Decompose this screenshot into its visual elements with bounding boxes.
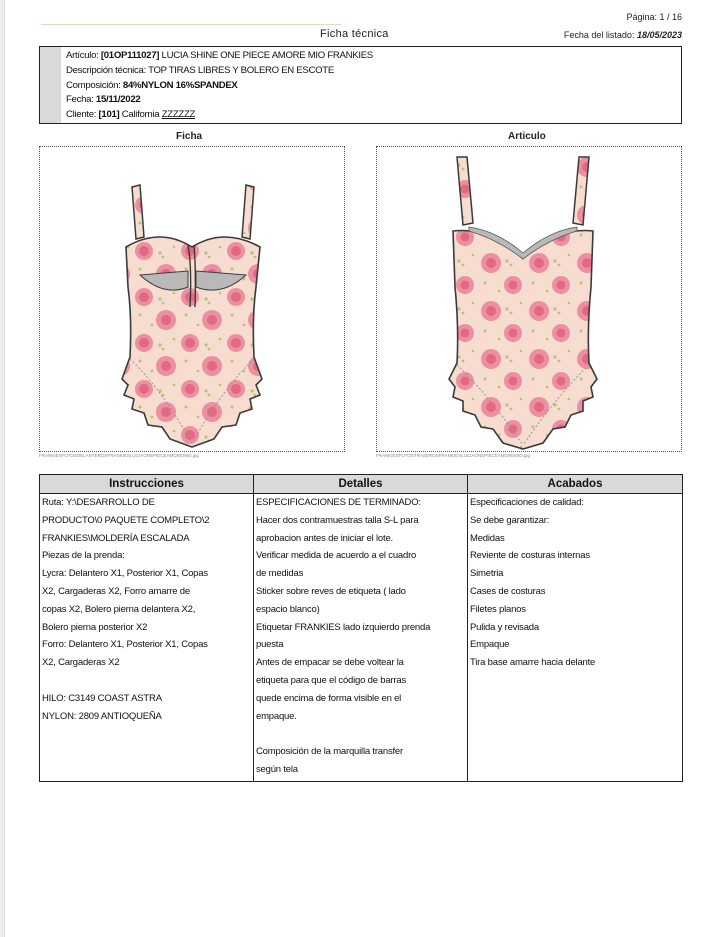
table-header-row	[40, 475, 683, 494]
description-line	[66, 64, 373, 79]
cell-line: Tira base amarre hacia delante	[470, 657, 596, 669]
cell-line: HILO: C3149 COAST ASTRA	[42, 692, 162, 704]
cell-line: X2, Cargaderas X2	[42, 657, 120, 669]
cell-line: aprobacion antes de iniciar el lote.	[256, 532, 393, 544]
composition-line	[66, 79, 373, 94]
back-image-caption: FRANKIESFOTOSTRASEROSFRANKIESLUCIAONEPIECEAMOREMIO.jpg	[376, 453, 530, 458]
info-gutter	[40, 47, 61, 123]
client-name: California	[121, 109, 160, 121]
back-image-frame	[376, 146, 682, 452]
cell-line: ESPECIFICACIONES DE TERMINADO:	[256, 497, 421, 508]
front-garment-sketch	[40, 147, 344, 451]
cell-line: Composición de la marquilla transfer	[256, 746, 403, 758]
list-date	[564, 30, 682, 40]
article-line	[66, 49, 373, 64]
article-code: [01OP111027]	[100, 50, 160, 61]
client-line	[66, 108, 373, 123]
front-image-label: Ficha	[176, 131, 203, 142]
list-date-label: Fecha del listado:	[563, 30, 635, 40]
cell-line: NYLON: 2809 ANTIOQUEÑA	[42, 710, 162, 722]
cell-line: Hacer dos contramuestras talla S-L para	[256, 514, 419, 526]
date-label: Fecha:	[66, 94, 94, 106]
cell-line: Reviente de costuras internas	[470, 550, 590, 562]
article-name: LUCIA SHINE ONE PIECE AMORE MIO FRANKIES	[161, 50, 373, 61]
cell-line: Lycra: Delantero X1, Posterior X1, Copas	[42, 568, 208, 580]
cell-line: Filetes planos	[470, 603, 526, 615]
header-detalles: Detalles	[254, 475, 468, 494]
cell-line: Forro: Delantero X1, Posterior X1, Copas	[42, 639, 208, 651]
cell-line: espacio blanco)	[256, 603, 320, 615]
description-label: Descripción técnica:	[66, 64, 146, 76]
cell-line: según tela	[256, 763, 298, 775]
cell-line: quede encima de forma visible en el	[256, 692, 402, 704]
header-rule	[41, 24, 341, 25]
cell-line: X2, Cargaderas X2, Forro amarre de	[42, 585, 190, 597]
cell-line: Bolero pierna posterior X2	[42, 621, 148, 633]
cell-line: FRANKIES\MOLDERÍA ESCALADA	[42, 532, 190, 544]
cell-line: Sticker sobre reves de etiqueta ( lado	[256, 585, 406, 597]
page-number: Página: 1 / 16	[626, 12, 682, 22]
cell-line: Simetria	[470, 568, 504, 580]
table-row	[40, 494, 683, 782]
front-image-caption: FRANKIESFOTOSDELANTEROSFRANKIESLUCIAONEPIECEAMOREMIO.jpg	[39, 453, 199, 458]
cell-line: Ruta: Y:\DESARROLLO DE	[42, 497, 155, 508]
client-suffix: ZZZZZZ	[161, 109, 196, 121]
cell-line: etiqueta para que el código de barras	[256, 674, 406, 686]
cell-line: Verificar medida de acuerdo a el cuadro	[256, 550, 417, 562]
cell-line: de medidas	[256, 568, 304, 580]
cell-line: copas X2, Bolero pierna delantera X2,	[42, 603, 196, 615]
back-garment-sketch	[377, 147, 681, 451]
composition-value: 84%NYLON 16%SPANDEX	[122, 79, 238, 91]
cell-line: Etiquetar FRANKIES lado izquierdo prenda	[256, 621, 431, 633]
front-image-frame	[39, 146, 345, 452]
header-acabados: Acabados	[468, 475, 683, 494]
page-edge	[0, 0, 5, 937]
article-info-lines	[66, 49, 373, 123]
client-code: [101]	[98, 109, 120, 121]
list-date-value: 18/05/2023	[636, 30, 682, 40]
header-instrucciones: Instrucciones	[40, 475, 254, 494]
instrucciones-cell	[40, 494, 254, 782]
cell-line: Cases de costuras	[470, 585, 546, 597]
cell-line: Empaque	[470, 639, 510, 651]
spec-table	[39, 474, 683, 782]
acabados-cell	[468, 494, 683, 782]
cell-line: empaque.	[256, 710, 297, 722]
cell-line: Se debe garantizar:	[470, 514, 550, 526]
description-value: TOP TIRAS LIBRES Y BOLERO EN ESCOTE	[148, 64, 334, 76]
cell-line: Especificaciones de calidad:	[470, 497, 584, 508]
cell-line	[256, 725, 465, 743]
date-line	[66, 93, 373, 108]
article-info-box	[39, 46, 682, 124]
cell-line: puesta	[256, 639, 284, 651]
cell-line: PRODUCTO\0 PAQUETE COMPLETO\2	[42, 514, 210, 526]
article-label: Artículo:	[66, 50, 99, 61]
cell-line: Piezas de la prenda:	[42, 550, 125, 562]
document-title: Ficha técnica	[320, 28, 389, 40]
composition-label: Composición:	[66, 79, 121, 91]
cell-line	[42, 672, 251, 690]
cell-line: Antes de empacar se debe voltear la	[256, 657, 404, 669]
date-value: 15/11/2022	[95, 94, 141, 106]
cell-line: Medidas	[470, 532, 505, 544]
cell-line: Pulida y revisada	[470, 621, 539, 633]
client-label: Cliente:	[66, 109, 97, 121]
back-image-label: Articulo	[508, 131, 546, 142]
detalles-cell	[254, 494, 468, 782]
